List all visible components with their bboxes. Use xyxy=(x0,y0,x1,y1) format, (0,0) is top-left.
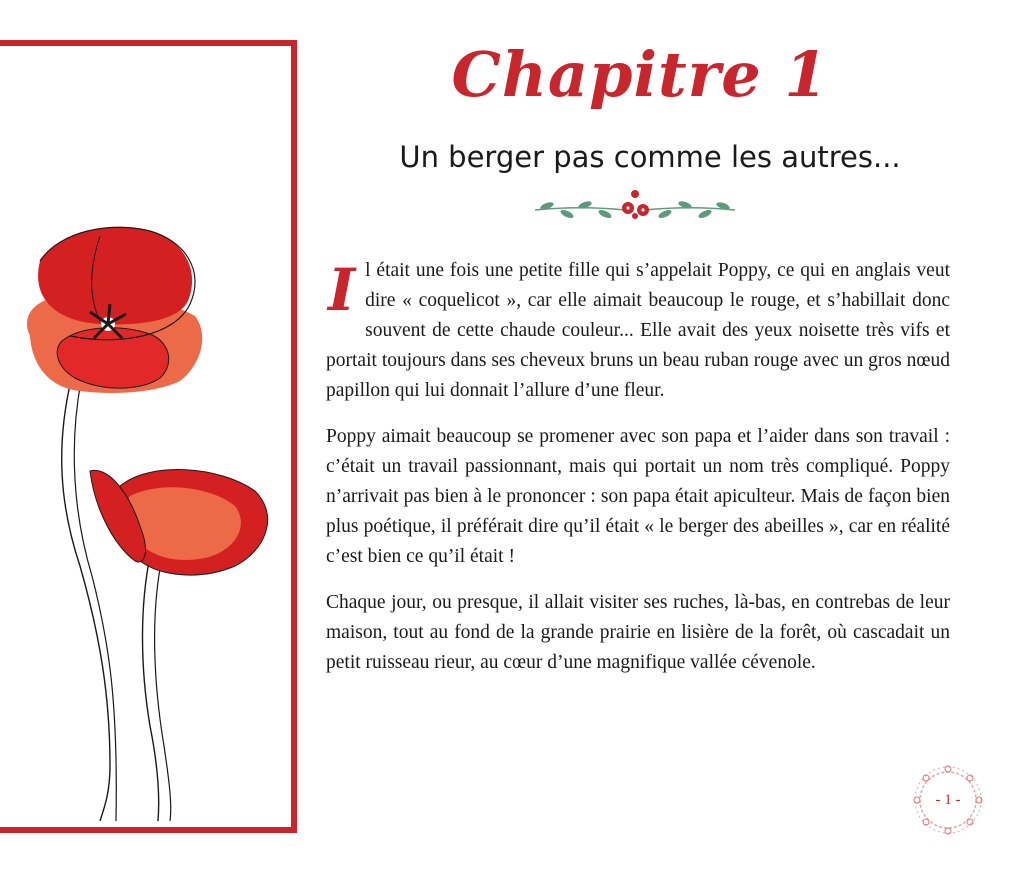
paragraph-1 xyxy=(326,256,950,406)
paragraph-1-text: l était une fois une petite fille qui s’appelait Poppy, ce qui en anglais veut dire « coquelicot », car elle aimait beaucoup le rouge, et s’habillait donc souvent de cette chaude couleur... Elle avait des yeux noisette très vifs et portait toujours dans ses cheveux bruns un beau ruban rouge avec un gros nœud papillon qui lui donnait l’allure d’une fleur. xyxy=(326,260,950,401)
floral-divider-icon xyxy=(525,186,745,222)
page-number: - 1 - xyxy=(935,792,961,808)
chapter-title: Chapitre 1 xyxy=(451,38,829,111)
paragraph-2: Poppy aimait beaucoup se promener avec son papa et l’aider dans son travail : c’était un travail passionnant, mais qui portait un nom très compliqué. Poppy n’arrivait pas bien à le prononcer : son papa était apiculteur. Mais de façon bien plus poétique, il préférait dire qu’il était « le berger des abeilles », car en réalité c’est bien ce qu’il était ! xyxy=(326,426,950,567)
poppy-flowers-illustration xyxy=(0,46,285,821)
chapter-subtitle: Un berger pas comme les autres... xyxy=(399,140,901,174)
drop-cap: I xyxy=(328,256,356,324)
chapter-body xyxy=(326,256,950,694)
paragraph-3: Chaque jour, ou presque, il allait visiter ses ruches, là-bas, en contrebas de leur maison, tout au fond de la grande prairie en lisière de la forêt, où cascadait un petit ruisseau rieur, au cœur d’une magnifique vallée cévenole. xyxy=(326,592,950,673)
